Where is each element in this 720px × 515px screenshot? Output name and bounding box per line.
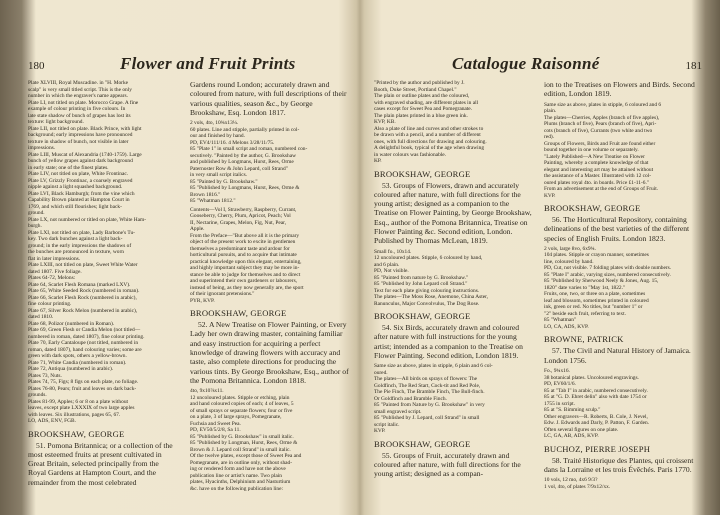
note-line: LO, ADS, ENV, FGB. (28, 418, 76, 424)
note-line: cots (branch of five), Currants (two white and two (544, 127, 653, 134)
right-col1-entry-53: 53. Groups of Flowers, drawn and accurately coloured after nature, with full directions for the young artist; designed as a companion to the Treatise on Flower Painting, by George Brookshaw, Esq., author of the Pomona Britannica, Treatise on Flower Painting &c. Second edition, London. Published by Thomas McLean, 1819. (374, 180, 532, 246)
left-col2-notes-c (190, 388, 350, 492)
note-line: in very small script italics. (190, 172, 248, 179)
note-line: "Printed by the author and published by J. (374, 80, 465, 86)
note-line: elegant and interesting art may be attained without (544, 166, 654, 173)
note-line: Plates 76-80, Pears; fruit and leaves on dark back- (28, 385, 137, 392)
right-col2-heading-58: BUCHOZ, PIERRE JOSEPH (544, 443, 651, 454)
note-line: The Pie Finch, The Bramble Finch, The Bull-finch. (374, 389, 485, 396)
note-line: dated 1810. (28, 314, 54, 320)
note-line: grounds. (28, 392, 47, 398)
note-line: KVP. (374, 428, 386, 435)
note-line: Ranunculus, Major Convolvulus, The Dog Rose. (374, 300, 480, 307)
note-line: themselves a predominant taste and ardour for (190, 245, 290, 252)
note-line: nipple against a light squashed background. (28, 184, 123, 190)
note-line: From the Preface—"But above all it is the primary (190, 232, 300, 239)
left-col2-notes-a (190, 120, 350, 205)
left-column-2 (190, 80, 350, 492)
note-line: KP. (374, 158, 382, 164)
note-line: Plate 70, Early Cantaloupe (not titled, numbered in (28, 340, 139, 346)
note-line: plates, Hyacinths, Delphinium and Nasturtium (190, 479, 291, 486)
note-line: the bunches are pronounced in texture, worn (28, 249, 124, 255)
note-line: Plate XLVIII, Royal Muscadine. in "H. Morke (28, 80, 129, 86)
note-line: of small sprays or separate flowers; four or five (190, 407, 293, 414)
note-line: bound together in one volume or separately. (544, 147, 639, 154)
note-line: texture in shadow of bunch, not visible in later (28, 138, 129, 145)
note-line: 85 "Painted from Nature by G. Brookshaw" in very (374, 402, 485, 409)
note-line: A delightful book, typical of the age when drawing (374, 145, 485, 151)
note-line: The plates—All birds on sprays of flowers: The (374, 376, 478, 383)
note-line: key. Two dark bunches against a light back- (28, 236, 123, 242)
note-line: ground; in the early impressions the shadows of (28, 242, 132, 249)
note-line: Plates 81-99, Apples; 6 or 8 on a plate without (28, 398, 129, 405)
note-line: ink, green or red. No titles, but "number 1" or (544, 304, 643, 311)
note-line: LC, GA, AB, ADS, KVP. (544, 433, 599, 440)
note-line: dated 1807. Five foliage. (28, 268, 82, 275)
note-line: 85 "Published by Sherwood Neely & Jones, Aug. 15, (544, 278, 659, 285)
right-col2-entry-55-cont: ion to the Treatises on Flowers and Birds. Second edition, London 1819. (544, 80, 695, 99)
note-line: PD, Not visible. (374, 268, 409, 275)
note-line: cases except for Sweet Pea and Pomegranate. (374, 106, 473, 112)
left-col1-entry-51: 51. Pomona Britannica; or a collection of the most esteemed fruits at present cultivated in Great Britain, selected principally from the Royal Gardens at Hampton Court, and the remainder from the most celebrated (28, 440, 173, 487)
right-col1-notes-a (374, 80, 534, 165)
right-col2-entry-58: 58. Traité Historique des Plantes, qui croissent dans la Lorraine et les trois Évêchés. Paris 1770. (544, 455, 694, 474)
note-line: Contents—Vol I, Strawberry, Raspberry, Currant, (190, 206, 297, 213)
note-line: PD, EV50/5/2/8, Sa 11. (190, 427, 241, 434)
note-line: 1769, and which still flourishes; light back- (28, 203, 122, 210)
right-col2-heading-57: BROWNE, PATRICK (544, 334, 624, 345)
note-line: our and finished by hand. (190, 133, 245, 140)
note-line: LO, CA, ADS, KVP. (544, 323, 589, 330)
note-line: &c. have on the following publication line: (190, 485, 283, 492)
note-line: object of the present work to excite in gentlemen (190, 239, 296, 246)
right-col2-notes-c (544, 368, 700, 440)
note-line: and superintend their own gardeners or labourers, (190, 278, 298, 285)
note-line: 85 at "G. D. Ehret delin" also with date 1754 or (544, 394, 647, 401)
note-line: texture: light background. (28, 119, 84, 125)
right-running-head (370, 54, 708, 78)
left-running-title: Flower and Fruit Prints (120, 54, 296, 73)
note-line: Gooseberry, Cherry, Plum, Apricot, Peach; Vol (190, 213, 291, 220)
note-line: oured plates royal 4to. in boards. Price £1-11-6." (544, 179, 649, 186)
right-running-title: Catalogue Raisonné (452, 54, 600, 73)
note-line: 60 plates. Line and stipple, partially printed in col- (190, 126, 300, 133)
note-line: 85 "Plate 1" in small script and roman, numbered con- (190, 146, 308, 153)
note-line: flat in later impressions. (28, 255, 81, 262)
note-line: "Lately Published—A New Treatise on Flower (544, 153, 645, 160)
note-line: 85 "Published by G. Brookshaw" in small italic. (190, 433, 294, 440)
note-line: 104 plates. Stipple or crayon manner, sometimes (544, 252, 649, 259)
right-page (370, 0, 708, 515)
note-line: Plums (branch of five), Pears (branch of five), Apri- (544, 121, 657, 128)
note-line: Plates 73, Nuts. (28, 372, 62, 379)
note-line: Fruits, one, two, or three on a plate, sometimes (544, 291, 646, 298)
right-col1-heading-54: BROOKSHAW, GEORGE (374, 311, 471, 322)
note-line: Text for each plate giving colouring instructions. (374, 287, 480, 294)
right-col1-entry-55: 55. Groups of Fruit, accurately drawn and coloured after nature, with full directions for the young artist; designed as a compan- (374, 450, 521, 479)
note-line: 1820" date varies to "May 1st, 1822." (544, 284, 626, 291)
note-line: ones, with full directions for drawing and colouring. (374, 138, 487, 145)
note-line: leaf and blossom, sometimes printed in coloured (544, 297, 649, 304)
left-col1-heading: BROOKSHAW, GEORGE (28, 428, 125, 439)
note-line: 85 "Plate I" arabic, varying sizes, numbered consecutively. (544, 271, 671, 278)
note-line: Plate 71, White Candia (numbered in roman). (28, 359, 127, 366)
note-line: instead of being, as they now generally are, the sport (190, 284, 304, 291)
right-col1-entry-54: 54. Six Birds, accurately drawn and coloured after nature with full instructions for the young artist; intended as a companion to the Treatise on Flower Painting. Second edition, London 1819. (374, 323, 523, 360)
note-line: KVP. (544, 192, 556, 199)
note-line: Groups of Flowers, Birds and Fruit are found either (544, 140, 656, 147)
note-line: Plate 69, Green Flesh or Candia Melon (not titled— (28, 327, 141, 333)
note-line: oured. (374, 369, 388, 376)
note-line: script italic. (374, 421, 400, 428)
note-line: The plates—Cherries, Apples (branch of five apples), (544, 114, 660, 121)
note-line: Plate LV, Grizzly Frontinac, a coarsely engraved (28, 177, 133, 184)
note-line: Plate LVI, Black Hamburgh; from the vine which (28, 190, 135, 197)
right-col2-entry-56: 56. The Horticultural Repository, containing delineations of the best varieties of the different species of English Fruits. London 1823. (544, 215, 690, 243)
note-line: II, Nectarine, Grapes, Melon, Fig, Nut, Pear, (190, 219, 287, 226)
note-line: Of the twelve plates, except those of Sweet Pea and (190, 453, 302, 460)
note-line: Same size as above, plates in stipple, 6 plain and 6 col- (374, 363, 493, 370)
left-page (14, 0, 350, 515)
note-line: late state shadow of bunch of grapes has lost its (28, 112, 131, 119)
note-line: Plate LX, not numbered or titled on plate, White Ham- (28, 216, 147, 223)
note-line: Other engravers—R. Roberts, B. Cole, J. Nevel, (544, 413, 648, 420)
note-line: and hand coloured copies of each; 4 of leaves, 5 (190, 401, 294, 408)
right-col2-notes-d (544, 477, 700, 490)
note-line: Paternoster Row & John Lepard, coll Strand" (190, 165, 288, 172)
note-line: 12 uncoloured plates. Stipple or etching, plain (190, 394, 290, 401)
note-line: numbered in roman, dated 1807), fine colour printing. (28, 333, 145, 340)
note-line: 85 at "Tab I" in arabic, numbered consecutively. (544, 387, 648, 394)
right-col2-notes-b (544, 246, 700, 331)
note-line: in water colours was fashionable. (374, 151, 447, 158)
note-line: Plate LXI, not titled on plate, Lady Barbone's Tu- (28, 229, 135, 236)
note-line: Small fo., 10x14. (374, 248, 412, 255)
note-line: Capability Brown planted at Hampton Court in (28, 197, 130, 203)
right-col2-heading-56: BROOKSHAW, GEORGE (544, 203, 641, 214)
note-line: leaves, except plate LXXXIX of two large apples (28, 405, 135, 411)
right-col2-notes-a (544, 102, 700, 200)
note-line: Same size as above, plates in stipple, 6 coloured and 6 (544, 101, 662, 108)
note-line: line, coloured by hand. (544, 258, 594, 265)
right-column-2 (544, 80, 700, 490)
note-line: 12 uncoloured plates. Stipple, 6 coloured by hand, (374, 255, 483, 262)
note-line: The plates—The Moss Rose, Anemone, China Aster, (374, 294, 489, 301)
note-line: ground. (28, 210, 45, 216)
note-line: Or Goldfinch and Bramble Finch. (374, 395, 447, 402)
note-line: Goldfinch, The Red Start, Cock-tit and Red Pole, (374, 382, 481, 389)
note-line: example of colour printing in five colours. In (28, 106, 126, 112)
note-line: fine colour printing. (28, 301, 72, 307)
note-line: on a plate, 3 of large sprays, Pomegranate, (190, 414, 282, 421)
note-line: the assistance of a Master. Illustrated with 12 col- (544, 173, 652, 180)
note-line: KVP, KB. (374, 119, 396, 125)
note-line: The plain or outline plates and the coloured, (374, 93, 470, 99)
note-line: PD, EV4/111/16. 4 Melons 3/28/11/75. (190, 139, 275, 146)
note-line: 85 "Whatman 1812." (190, 198, 236, 205)
note-line: bunch of yellow grapes against dark background (28, 158, 133, 164)
note-line: Pomegranate, are in outline only, without shad- (190, 459, 293, 466)
left-running-head (14, 54, 350, 78)
note-line: Plate LIII, Muscat of Alexandria (1740-1759). Large (28, 151, 142, 158)
left-col2-entry-52: 52. A New Treatise on Flower Painting, or Every Lady her own drawing master, containing familiar and easy instruction for acquiring a perfect knowledge of drawing flowers with accuracy and taste, also complete directions for producing the various tints. By George Brookshaw, Esq., author of the Pomona Britannica. London 1818. (190, 320, 349, 385)
note-line: roman, dated 1807), hand colouring varies; some are (28, 346, 142, 353)
note-line: From an advertisement at the end of Groups of Fruit. (544, 186, 659, 193)
note-line: Fo., 9¾x16. (544, 368, 570, 375)
note-line: scalp" is very small titled script. This is the only (28, 86, 132, 93)
note-line: 38 botanical plates. Uncoloured engravings. (544, 374, 639, 381)
note-line: 1 vol, 4to, of plates 7/9x12/xx. (544, 483, 611, 490)
note-line: 85 "Published by Longmans, Hurst, Rees, Orme & (190, 185, 300, 192)
left-col1-plate-notes (28, 80, 178, 425)
left-col2-heading: BROOKSHAW, GEORGE (190, 308, 287, 319)
note-line: 85 "Published by Longman, Hurst, Rees, Orme & (190, 440, 298, 447)
note-line: in early state; one of the finest plates. (28, 164, 109, 171)
note-line: Often several figures on one plate. (544, 426, 619, 433)
note-line: Plate LXIII, not titled on plate, Sweet White Water (28, 262, 138, 268)
note-line: ing or rendered form and have not the above (190, 466, 286, 473)
note-line: 4to, 9x10⅞x11. (190, 388, 224, 395)
note-line: Plate LII, not titled on plate. Black Prince, with light (28, 125, 142, 132)
note-line: Brown 1816." (190, 191, 221, 198)
note-line: 85 "Whatman" (544, 317, 577, 324)
note-line: PD, EV60/1/6. (544, 381, 576, 388)
note-line: secutively. "Painted by the author, G. Brookshaw (190, 152, 296, 159)
note-line: red). (544, 134, 555, 141)
left-page-number: 180 (28, 60, 45, 72)
note-line: with leaves. Six illustrations, pages 65, 67. (28, 411, 121, 418)
right-col1-notes-c (374, 363, 534, 435)
note-line: Plate 65, White Seeded Rock (numbered in roman). (28, 288, 140, 294)
note-line: with engraved shading, are different plates in all (374, 99, 479, 106)
note-line: 1755 in script. (544, 400, 575, 407)
note-line: The plain plates printed in a blue green ink. (374, 112, 468, 119)
note-line: background; early impressions have pronounced (28, 132, 133, 138)
note-line: horticultural pursuits, and to acquire that intimate (190, 252, 297, 259)
note-line: Edw. J. Edwards and Darly, P. Patton, F. Garden. (544, 420, 650, 427)
right-column-1 (374, 80, 534, 482)
note-line: 85 "Painted from nature by G. Brookshaw." (374, 274, 469, 281)
note-line: green with dark spots, others a yellow-brown. (28, 353, 127, 359)
note-line: 2 vols, large 8vo, 6x9¾. (544, 245, 597, 252)
note-line: Plate 72, Antiqua (numbered in arabic). (28, 366, 114, 372)
note-line: and published by Longmans, Hurst, Rees, Orme (190, 159, 294, 166)
note-line: Plates 74, 75, Figs; 8 figs on each plate, no foliage. (28, 379, 139, 385)
note-line: plain. (544, 108, 557, 115)
note-line: PYR, KVP. (190, 297, 215, 304)
note-line: practical knowledge upon this elegant, entertaining, (190, 258, 302, 265)
note-line: stance be able to judge for themselves and to direct (190, 271, 301, 278)
note-line: Also a plate of line and curves and other strokes to (374, 125, 484, 132)
note-line: 85 at "S. Bimming sculp." (544, 407, 601, 414)
note-line: Plate LI, not titled on plate. Morocco Grape. A fine (28, 99, 139, 106)
right-col1-notes-b (374, 249, 534, 308)
note-line: and 6 plain. (374, 261, 400, 268)
note-line: Plate LIV, not titled on plate, White Frontinac. (28, 171, 129, 177)
note-line: impressions. (28, 145, 56, 151)
right-col2-entry-57: 57. The Civil and Natural History of Jamaica. London 1756. (544, 346, 691, 365)
note-line: Brown & J. Lepard coll Strand" in small italic. (190, 446, 291, 453)
note-line: Apple. (190, 226, 205, 233)
note-line: number in which the engraver's name appears. (28, 93, 128, 99)
note-line: be drawn with a pencil, and a number of different (374, 132, 481, 138)
note-line: Plate 67, Silver Rock Melon (numbered in arabic), (28, 307, 138, 314)
note-line: 85 "Published by John Lepard coll Strand." (374, 281, 468, 288)
note-line: burgh. (28, 223, 42, 229)
left-column-1 (28, 80, 178, 490)
right-col1-heading-53: BROOKSHAW, GEORGE (374, 168, 471, 179)
note-line: small engraved script. (374, 408, 422, 415)
note-line: and highly important subject they may be more in- (190, 265, 300, 272)
note-line: Fuchsia and Sweet Pea. (190, 420, 241, 427)
left-col2-notes-b (190, 207, 350, 305)
note-line: 85 "Published by J. Lepard, coll Strand" in small (374, 415, 480, 422)
note-line: Plate 66, Scarlet Flesh Rock (numbered in arabic), (28, 294, 137, 301)
note-line: 10 vols, 12 mo, 4x6 9/3? (544, 477, 598, 484)
note-line: Plates 64-72, Melons: (28, 275, 76, 281)
left-col2-entry-51-cont: Gardens round London; accurately drawn and coloured from nature, with full descriptions of their various qualities, season &c., by George Brookshaw, Esq. London 1817. (190, 80, 347, 117)
note-line: Plate 64, Scarlet Flesh Romana (marked LXV). (28, 281, 131, 288)
note-line: 2 vols, 4to, 10¾x13¼. (190, 120, 239, 127)
note-line: 85 "Painted by G. Brookshaw." (190, 178, 258, 185)
note-line: "2" beside each fruit, referring to text. (544, 310, 626, 317)
note-line: PD, Cut, not visible. 7 folding plates with double numbers. (544, 265, 672, 272)
right-col1-heading-55: BROOKSHAW, GEORGE (374, 438, 471, 449)
right-page-number: 181 (685, 60, 702, 72)
note-line: Painting, whereby a complete knowledge of that (544, 160, 649, 167)
note-line: publication line or artist's name. Two plain (190, 472, 282, 479)
note-line: Booth, Duke Street, Portland Chapel." (374, 86, 457, 93)
note-line: of their ignorant pretensions." (190, 291, 255, 298)
note-line: Plate 68, Polizor (numbered in Roman). (28, 320, 115, 327)
